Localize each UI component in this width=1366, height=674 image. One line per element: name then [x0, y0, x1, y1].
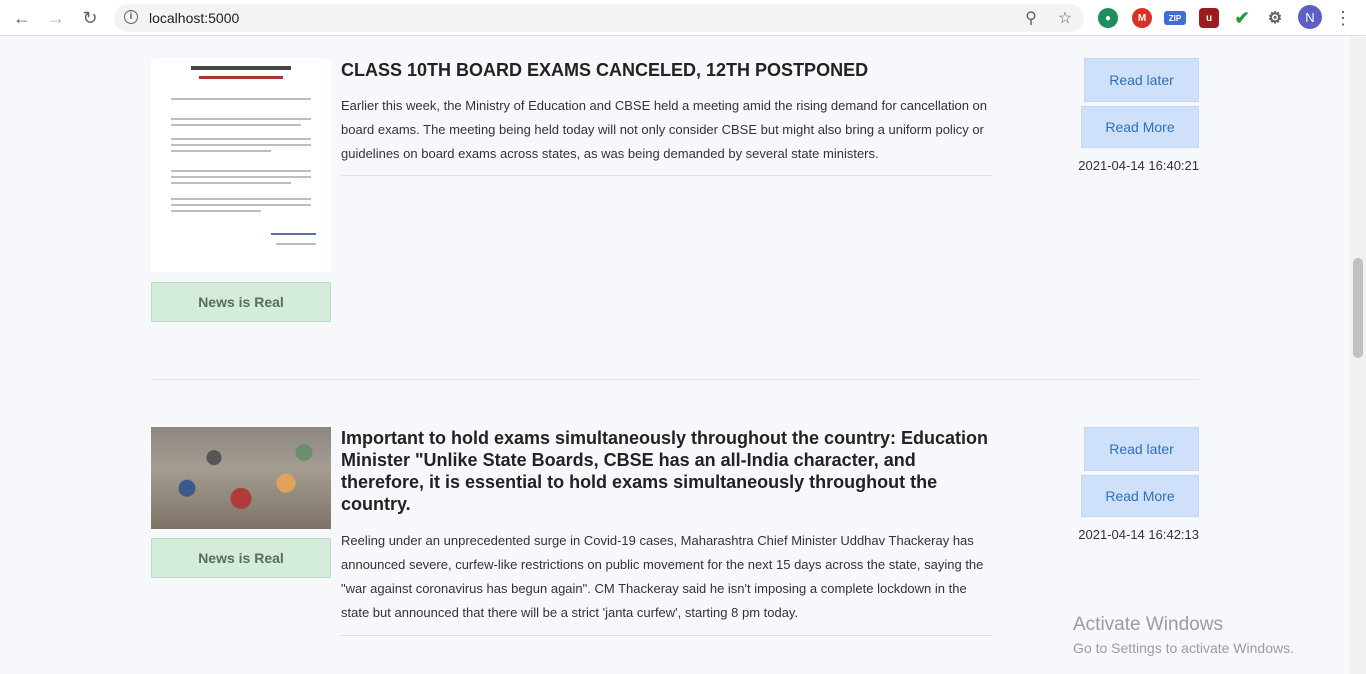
news-feed [0, 37, 1350, 674]
watermark-title: Activate Windows [1073, 614, 1223, 635]
watermark-subtitle: Go to Settings to activate Windows. [1073, 640, 1294, 656]
article-title[interactable]: CLASS 10TH BOARD EXAMS CANCELED, 12TH POSTPONED [341, 60, 869, 80]
read-later-button[interactable]: Read later [1084, 58, 1199, 102]
windows-activation-watermark [1073, 614, 1294, 656]
url-text[interactable]: localhost:5000 [149, 10, 240, 26]
article-image [151, 427, 331, 529]
news-article [151, 427, 1199, 674]
extension-m-icon[interactable]: M [1132, 8, 1152, 28]
news-article [151, 58, 1199, 358]
article-image [151, 58, 331, 272]
site-info-icon[interactable]: i [124, 10, 138, 24]
verdict-badge: News is Real [151, 538, 331, 578]
zoom-icon[interactable]: ⚲ [1025, 10, 1037, 27]
verdict-badge: News is Real [151, 282, 331, 322]
bookmark-star-icon[interactable]: ☆ [1057, 10, 1073, 27]
forward-icon[interactable]: → [47, 7, 65, 28]
read-later-button[interactable]: Read later [1084, 427, 1199, 471]
back-icon[interactable]: ← [13, 7, 31, 28]
crowd-photo [151, 427, 331, 529]
article-title[interactable]: Important to hold exams simultaneously throughout the country: Education Minister "Unlike State Boards, CBSE has an all-India character, and therefore, it is essential to hold exams simultaneously throughout the country. [341, 428, 989, 514]
article-timestamp: 2021-04-14 16:42:13 [1078, 527, 1199, 542]
extension-ublock-icon[interactable]: u [1199, 8, 1219, 28]
address-bar[interactable] [114, 4, 1084, 32]
read-more-button[interactable]: Read More [1081, 106, 1199, 148]
extension-location-icon[interactable]: ● [1098, 8, 1118, 28]
article-rule [341, 635, 993, 636]
page-scrollbar[interactable] [1350, 37, 1366, 674]
article-description: Reeling under an unprecedented surge in Covid-19 cases, Maharashtra Chief Minister Uddhav Thackeray has announced severe, curfew-like restrictions on public movement for the next 15 days across the state, saying the "war against coronavirus has begun again". CM Thackeray said he isn't imposing a complete lockdown in the state but announced that there will be a strict 'janta curfew', starting 8 pm today. [341, 533, 984, 620]
extensions-puzzle-icon[interactable]: ⚙ [1267, 10, 1283, 27]
extension-zip-icon[interactable]: ZIP [1164, 11, 1186, 25]
scrollbar-thumb[interactable] [1353, 258, 1363, 358]
extension-check-icon[interactable]: ✔ [1234, 7, 1250, 28]
document-thumbnail [151, 58, 331, 272]
profile-avatar[interactable]: N [1298, 5, 1322, 29]
browser-menu-icon[interactable]: ⋮ [1334, 8, 1352, 28]
article-rule [341, 175, 993, 176]
article-description: Earlier this week, the Ministry of Education and CBSE held a meeting amid the rising demand for cancellation on board exams. The meeting being held today will not only consider CBSE but might also bring a uniform policy or guidelines on board exams across states, as was being demanded by several state ministers. [341, 98, 988, 161]
read-more-button[interactable]: Read More [1081, 475, 1199, 517]
browser-toolbar [0, 0, 1366, 36]
reload-icon[interactable]: ↻ [82, 7, 98, 28]
article-divider [151, 379, 1199, 380]
article-timestamp: 2021-04-14 16:40:21 [1078, 158, 1199, 173]
